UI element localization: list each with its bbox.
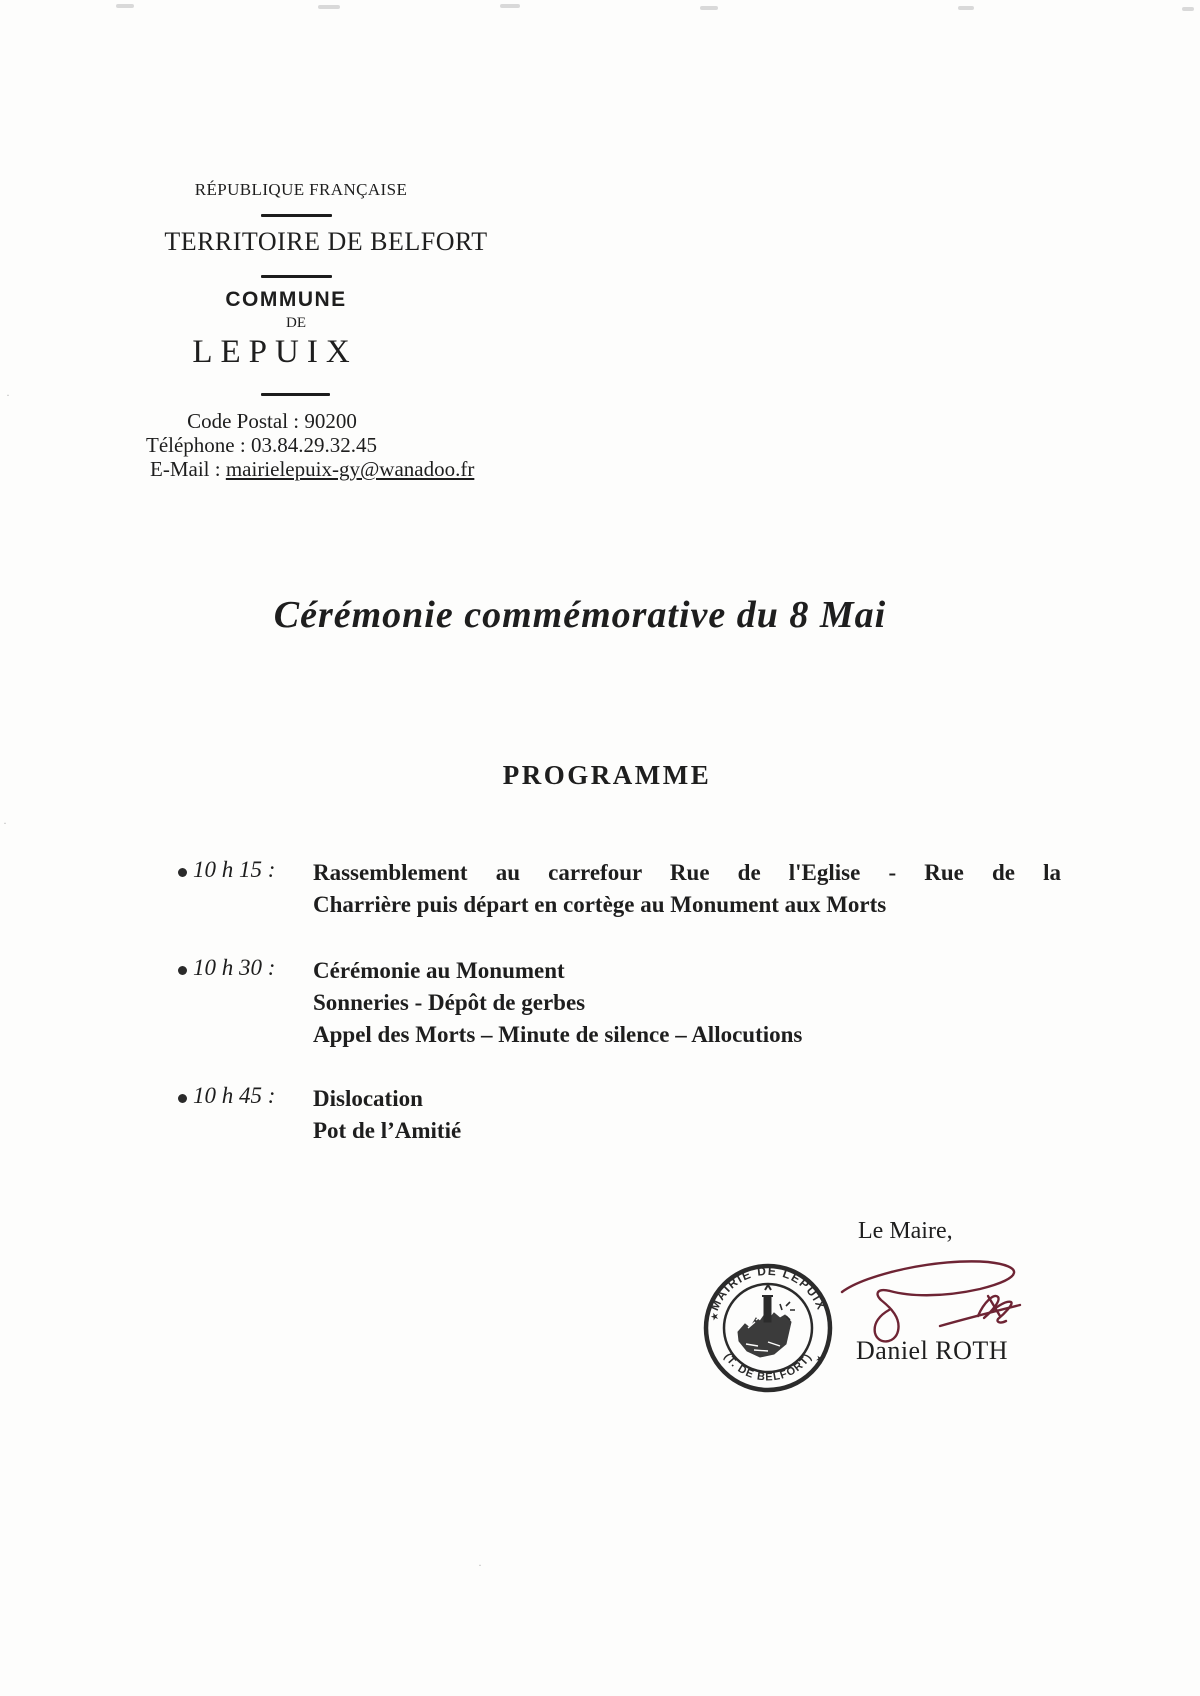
bullet-icon — [178, 1094, 187, 1103]
stamp-star-right: ★ — [812, 1352, 827, 1367]
email-line — [150, 457, 474, 482]
bullet-icon — [178, 966, 187, 975]
schedule-line: Sonneries - Dépôt de gerbes — [313, 990, 586, 1015]
schedule-time: 10 h 15 : — [193, 857, 276, 882]
schedule-description — [313, 955, 1061, 1051]
municipal-stamp — [698, 1258, 838, 1398]
schedule-description — [313, 1083, 1061, 1147]
stamp-bottom-text: (T. DE BELFORT) — [721, 1351, 815, 1384]
divider-rule — [261, 214, 332, 217]
program-heading: PROGRAMME — [502, 760, 712, 790]
scan-artifact — [500, 4, 520, 8]
postal-code-line: Code Postal : 90200 — [187, 409, 357, 433]
schedule-time: 10 h 45 : — [193, 1083, 276, 1108]
bullet-icon — [178, 868, 187, 877]
email-address: mairielepuix-gy@wanadoo.fr — [225, 457, 475, 481]
stamp-star-left: ★ — [708, 1310, 722, 1324]
email-label: E-Mail : — [150, 457, 226, 481]
schedule-line: Appel des Morts – Minute de silence – Allocutions — [313, 1022, 803, 1047]
scan-speck: · — [3, 816, 7, 830]
scan-speck: · — [478, 1558, 482, 1572]
schedule-line: Rassemblement au carrefour Rue de l'Eglise - Rue de la — [313, 860, 1061, 885]
divider-rule — [261, 275, 332, 278]
scan-artifact — [318, 5, 340, 9]
schedule-line: Pot de l’Amitié — [313, 1118, 462, 1143]
signatory-name: Daniel ROTH — [856, 1336, 1009, 1365]
phone-line: Téléphone : 03.84.29.32.45 — [146, 433, 377, 457]
scan-artifact — [1182, 7, 1194, 11]
scan-artifact — [116, 4, 134, 8]
stamp-top-text: MAIRIE DE LEPUIX — [707, 1263, 829, 1313]
commune-label: COMMUNE — [225, 288, 347, 311]
republic-heading: RÉPUBLIQUE FRANÇAISE — [194, 180, 408, 199]
commune-name: LEPUIX — [192, 334, 358, 370]
de-label: DE — [286, 315, 306, 331]
scan-artifact — [958, 6, 974, 10]
divider-rule — [261, 393, 330, 396]
territory-heading: TERRITOIRE DE BELFORT — [164, 227, 488, 256]
schedule-line: Charrière puis départ en cortège au Monument aux Morts — [313, 892, 887, 917]
schedule-line: Cérémonie au Monument — [313, 958, 565, 983]
schedule-time: 10 h 30 : — [193, 955, 276, 980]
schedule-description — [313, 857, 1061, 921]
schedule-line: Dislocation — [313, 1086, 423, 1111]
signatory-role: Le Maire, — [858, 1218, 953, 1244]
scan-artifact — [700, 6, 718, 10]
stamp-crest — [738, 1285, 795, 1357]
scan-speck: · — [6, 388, 10, 402]
stamp-graphic — [698, 1258, 838, 1398]
document-title: Cérémonie commémorative du 8 Mai — [273, 594, 887, 636]
